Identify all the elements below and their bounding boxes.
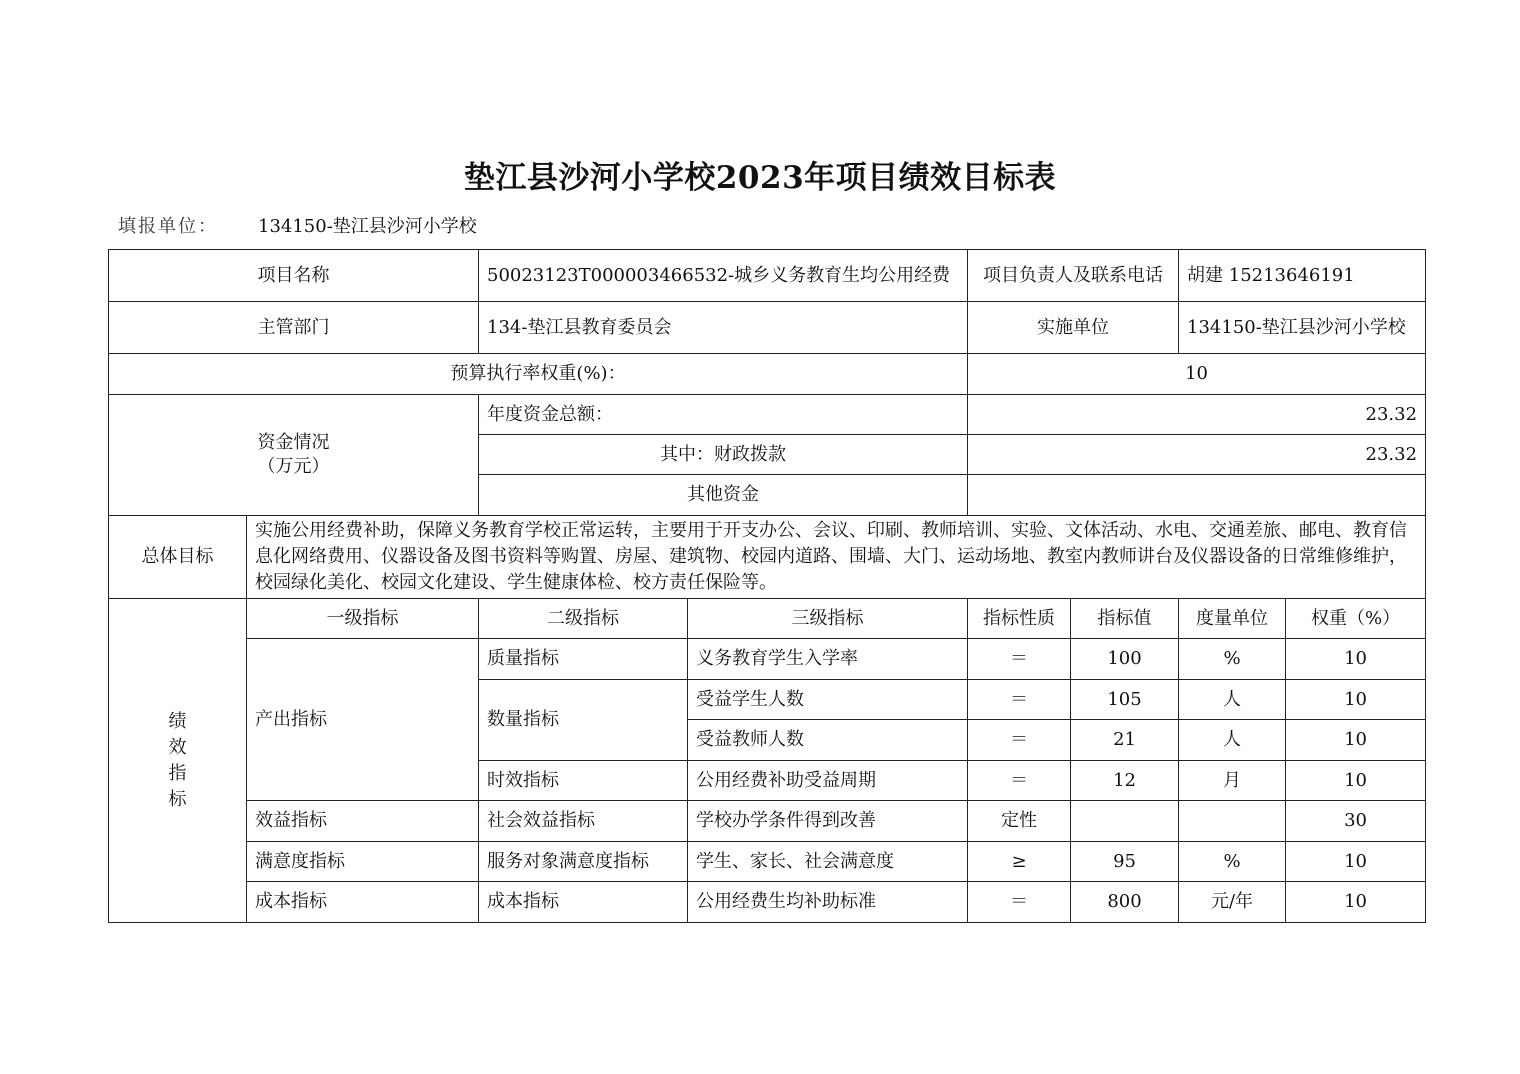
contact-label: 项目负责人及联系电话 (968, 250, 1179, 302)
level1-output: 产出指标 (247, 639, 479, 801)
unit-cell: % (1179, 842, 1286, 882)
goal-text: 实施公用经费补助，保障义务教育学校正常运转，主要用于开支办公、会议、印刷、教师培训、实验、文体活动、水电、交通差旅、邮电、教育信息化网络费用、仪器设备及图书资料等购置、房屋、建筑物、校园内道路、围墙、大门、运动场地、教室内教师讲台及仪器设备的日常维修维护，校园绿化美化、校园文化建设、学生健康体检、校方责任保险等。 (247, 516, 1426, 599)
unit-cell: 人 (1179, 720, 1286, 761)
weight-cell: 30 (1286, 801, 1426, 842)
level2-service-satisfaction: 服务对象满意度指标 (479, 842, 688, 882)
project-name-row (109, 250, 1426, 302)
table-row (109, 639, 1426, 680)
level2-timeliness: 时效指标 (479, 761, 688, 801)
value-cell: 105 (1071, 680, 1179, 720)
weight-value: 10 (968, 354, 1426, 395)
project-name-value: 50023123T000003466532-城乡义务教育生均公用经费 (479, 250, 968, 302)
header-nature: 指标性质 (968, 599, 1071, 639)
value-cell: 21 (1071, 720, 1179, 761)
funds-other-label: 其他资金 (479, 475, 968, 516)
level1-benefit: 效益指标 (247, 801, 479, 842)
nature-cell: 定性 (968, 801, 1071, 842)
header-level1: 一级指标 (247, 599, 479, 639)
performance-table (108, 249, 1426, 923)
side-char: 效 (168, 736, 187, 758)
level3-cell: 学校办学条件得到改善 (688, 801, 968, 842)
level2-quantity: 数量指标 (479, 680, 688, 761)
header-value: 指标值 (1071, 599, 1179, 639)
funds-fiscal-label: 其中：财政拨款 (479, 435, 968, 475)
unit-cell: % (1179, 639, 1286, 680)
funds-label (109, 395, 479, 516)
weight-cell: 10 (1286, 882, 1426, 923)
funds-total-value: 23.32 (968, 395, 1426, 435)
level2-social-benefit: 社会效益指标 (479, 801, 688, 842)
goal-row (109, 516, 1426, 599)
funds-label-line2: （万元） (257, 456, 330, 477)
unit-cell: 月 (1179, 761, 1286, 801)
weight-label: 预算执行率权重(%)： (109, 354, 968, 395)
funds-other-value (968, 475, 1426, 516)
side-char: 指 (168, 762, 187, 784)
table-row (109, 801, 1426, 842)
table-row (109, 842, 1426, 882)
dept-value: 134-垫江县教育委员会 (479, 302, 968, 354)
nature-cell: ≥ (968, 842, 1071, 882)
weight-cell: 10 (1286, 639, 1426, 680)
fill-unit-value: 134150-垫江县沙河小学校 (258, 216, 477, 237)
side-char: 标 (168, 788, 187, 810)
weight-cell: 10 (1286, 842, 1426, 882)
department-row (109, 302, 1426, 354)
fill-unit-label: 填报单位： (118, 216, 218, 237)
header-unit: 度量单位 (1179, 599, 1286, 639)
unit-cell: 人 (1179, 680, 1286, 720)
nature-cell: ＝ (968, 882, 1071, 923)
value-cell (1071, 801, 1179, 842)
weight-cell: 10 (1286, 761, 1426, 801)
level3-cell: 学生、家长、社会满意度 (688, 842, 968, 882)
impl-label: 实施单位 (968, 302, 1179, 354)
level2-quality: 质量指标 (479, 639, 688, 680)
weight-cell: 10 (1286, 680, 1426, 720)
value-cell: 12 (1071, 761, 1179, 801)
header-level3: 三级指标 (688, 599, 968, 639)
level3-cell: 受益学生人数 (688, 680, 968, 720)
funds-label-line1: 资金情况 (257, 432, 330, 453)
weight-row (109, 354, 1426, 395)
weight-cell: 10 (1286, 720, 1426, 761)
level3-cell: 公用经费生均补助标准 (688, 882, 968, 923)
project-name-label: 项目名称 (109, 250, 479, 302)
level1-satisfaction: 满意度指标 (247, 842, 479, 882)
impl-value: 134150-垫江县沙河小学校 (1179, 302, 1426, 354)
header-level2: 二级指标 (479, 599, 688, 639)
page-title: 垫江县沙河小学校2023年项目绩效目标表 (463, 160, 1057, 196)
value-cell: 800 (1071, 882, 1179, 923)
level1-cost: 成本指标 (247, 882, 479, 923)
goal-label: 总体目标 (109, 516, 247, 599)
funds-fiscal-value: 23.32 (968, 435, 1426, 475)
nature-cell: ＝ (968, 761, 1071, 801)
dept-label: 主管部门 (109, 302, 479, 354)
level3-cell: 义务教育学生入学率 (688, 639, 968, 680)
fill-unit-line (118, 212, 477, 238)
level3-cell: 受益教师人数 (688, 720, 968, 761)
unit-cell (1179, 801, 1286, 842)
indicator-side-label (109, 599, 247, 923)
funds-total-row (109, 395, 1426, 435)
level3-cell: 公用经费补助受益周期 (688, 761, 968, 801)
contact-value: 胡建 15213646191 (1179, 250, 1426, 302)
value-cell: 100 (1071, 639, 1179, 680)
level2-cost: 成本指标 (479, 882, 688, 923)
header-weight: 权重（%） (1286, 599, 1426, 639)
side-char: 绩 (168, 710, 187, 732)
nature-cell: ＝ (968, 720, 1071, 761)
nature-cell: ＝ (968, 680, 1071, 720)
value-cell: 95 (1071, 842, 1179, 882)
funds-total-label: 年度资金总额： (479, 395, 968, 435)
indicator-header-row (109, 599, 1426, 639)
unit-cell: 元/年 (1179, 882, 1286, 923)
table-row (109, 882, 1426, 923)
nature-cell: ＝ (968, 639, 1071, 680)
